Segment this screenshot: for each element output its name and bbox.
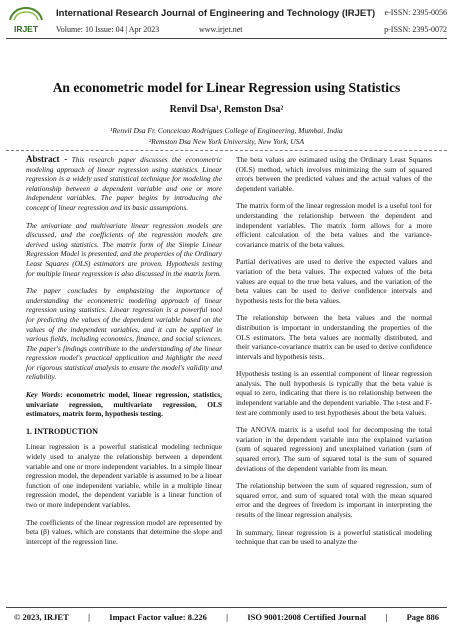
body-paragraph-1: The beta values are estimated using the Ordinary Least Squares (OLS) method, which involves minimizing the sum of squared errors between the predicted values and the actual values of the dependent variable. <box>236 155 432 193</box>
body-paragraph-6: The ANOVA matrix is a useful tool for decomposing the total variation in the dependent variable into the explained variation (sum of squared regression) and unexplained variation (sum of squared error). The sum of squared total is the sum of squared deviations of the dependent variable from its mean. <box>236 425 432 473</box>
intro-paragraph-2: The coefficients of the linear regression model are represented by beta (β) values, which are constants that determine the slope and intercept of the regression line. <box>26 517 222 546</box>
volume-issue: Volume: 10 Issue: 04 | Apr 2023 <box>56 25 160 34</box>
body-paragraph-8: In summary, linear regression is a powerful statistical modeling technique that can be used to analyze the <box>236 527 432 547</box>
body-paragraph-5: Hypothesis testing is an essential component of linear regression analysis. The null hypothesis is typically that the beta value is equal to zero, indicating that there is no relationship between the independent variable and the dependent variable. The t-test and F-test are commonly used to test hypotheses about the beta values. <box>236 369 432 417</box>
abstract-text-1: This research paper discusses the econometric modeling approach of linear regression using statistics. Linear regression is a widely used statistical technique for modeling the relationship between a dependent variable and one or more independent variables. The paper begins by introducing the concept of linear regression and its basic assumptions. <box>26 155 222 212</box>
footer-rule <box>6 607 447 608</box>
journal-name: International Research Journal of Engineering and Technology (IRJET) <box>56 8 376 19</box>
keywords <box>26 390 222 419</box>
journal-website: www.irjet.net <box>199 25 243 34</box>
keywords-text: : econometric model, linear regression, statistics, univariate regression, multivariate regression, OLS estimators, matrix form, hypothesis testing. <box>26 390 222 419</box>
right-column <box>236 155 432 555</box>
keywords-label: Key Words <box>26 390 61 400</box>
journal-header <box>0 0 453 40</box>
abstract-paragraph-3: The paper concludes by emphasizing the importance of understanding the econometric modeling approach of linear regression using statistics. Linear regression is a powerful tool for predicting the values of the dependent variable based on the values of the independent variables, and it can be applied in various fields, including economics, finance, and social sciences. The paper's findings contribute to the understanding of the linear regression model's practical application and highlight the need for rigorous statistical analysis to ensure the model's validity and reliability. <box>26 286 222 382</box>
body-paragraph-7: The relationship between the sum of squared regression, sum of squared error, and sum of squared total with the mean squared error and the degrees of freedom is important in interpreting the results of the linear regression analysis. <box>236 481 432 519</box>
intro-paragraph-1: Linear regression is a powerful statistical modeling technique widely used to analyze the relationship between a dependent variable and one or more independent variables. In a simple linear regression model, the dependent variable is assumed to be a linear function of one independent variable, while in a multiple linear regression model, the dependent variable is a linear function of two or more independent variables. <box>26 442 222 509</box>
svg-text:IRJET: IRJET <box>13 24 39 34</box>
affiliation-2: ²Remston Dsa New York University, New York, USA <box>148 137 305 146</box>
paper-title: An econometric model for Linear Regression using Statistics <box>52 80 401 95</box>
body-paragraph-3: Partial derivatives are used to derive the expected values and variation of the beta values. The expected values of the beta values are equal to the true beta values, and the variation of the beta values can be used to derive confidence intervals and hypothesis tests for the beta values. <box>236 257 432 305</box>
section-separator <box>6 150 447 151</box>
abstract-heading: Abstract - <box>26 154 68 164</box>
left-column <box>26 155 222 554</box>
footer-pipe-2: | <box>226 612 229 622</box>
footer-copyright: © 2023, IRJET <box>14 612 69 622</box>
footer-pipe-1: | <box>88 612 90 622</box>
page-footer <box>14 612 439 622</box>
irjet-logo <box>6 6 46 36</box>
abstract-paragraph-1 <box>26 155 222 213</box>
eissn: e-ISSN: 2395-0056 <box>384 8 447 17</box>
body-paragraph-4: The relationship between the beta values and the normal distribution is important in understanding the properties of the OLS estimators. The beta values are normally distributed, and their variance-covariance matrix can be used to derive confidence intervals and hypothesis tests. <box>236 313 432 361</box>
paper-authors: Renvil Dsa¹, Remston Dsa² <box>169 104 284 115</box>
footer-page-number: Page 886 <box>406 612 439 622</box>
body-paragraph-2: The matrix form of the linear regression model is a useful tool for understanding the relationship between the dependent and independent variables. The matrix form allows for a more efficient calculation of the beta values and the variance-covariance matrix of the beta values. <box>236 201 432 249</box>
footer-iso: ISO 9001:2008 Certified Journal <box>247 612 367 622</box>
footer-pipe-3: | <box>385 612 388 622</box>
abstract-paragraph-2: The univariate and multivariate linear regression models are discussed, and the coefficients of the regression models are derived using statistics. The matrix form of the Simple Linear Regression Model is presented, and the properties of the Ordinary Least Squares (OLS) estimators are proven. Hypothesis testing for multiple linear regression is also discussed in the matrix form. <box>26 220 222 278</box>
section-heading-introduction: 1. INTRODUCTION <box>26 426 99 436</box>
header-rule <box>6 38 447 39</box>
affiliation-1: ¹Renvil Dsa Fr. Conceicao Rodrigues College of Engineering, Mumbai, India <box>110 126 343 135</box>
pissn: p-ISSN: 2395-0072 <box>384 25 447 34</box>
footer-impact-factor: Impact Factor value: 8.226 <box>109 612 207 622</box>
